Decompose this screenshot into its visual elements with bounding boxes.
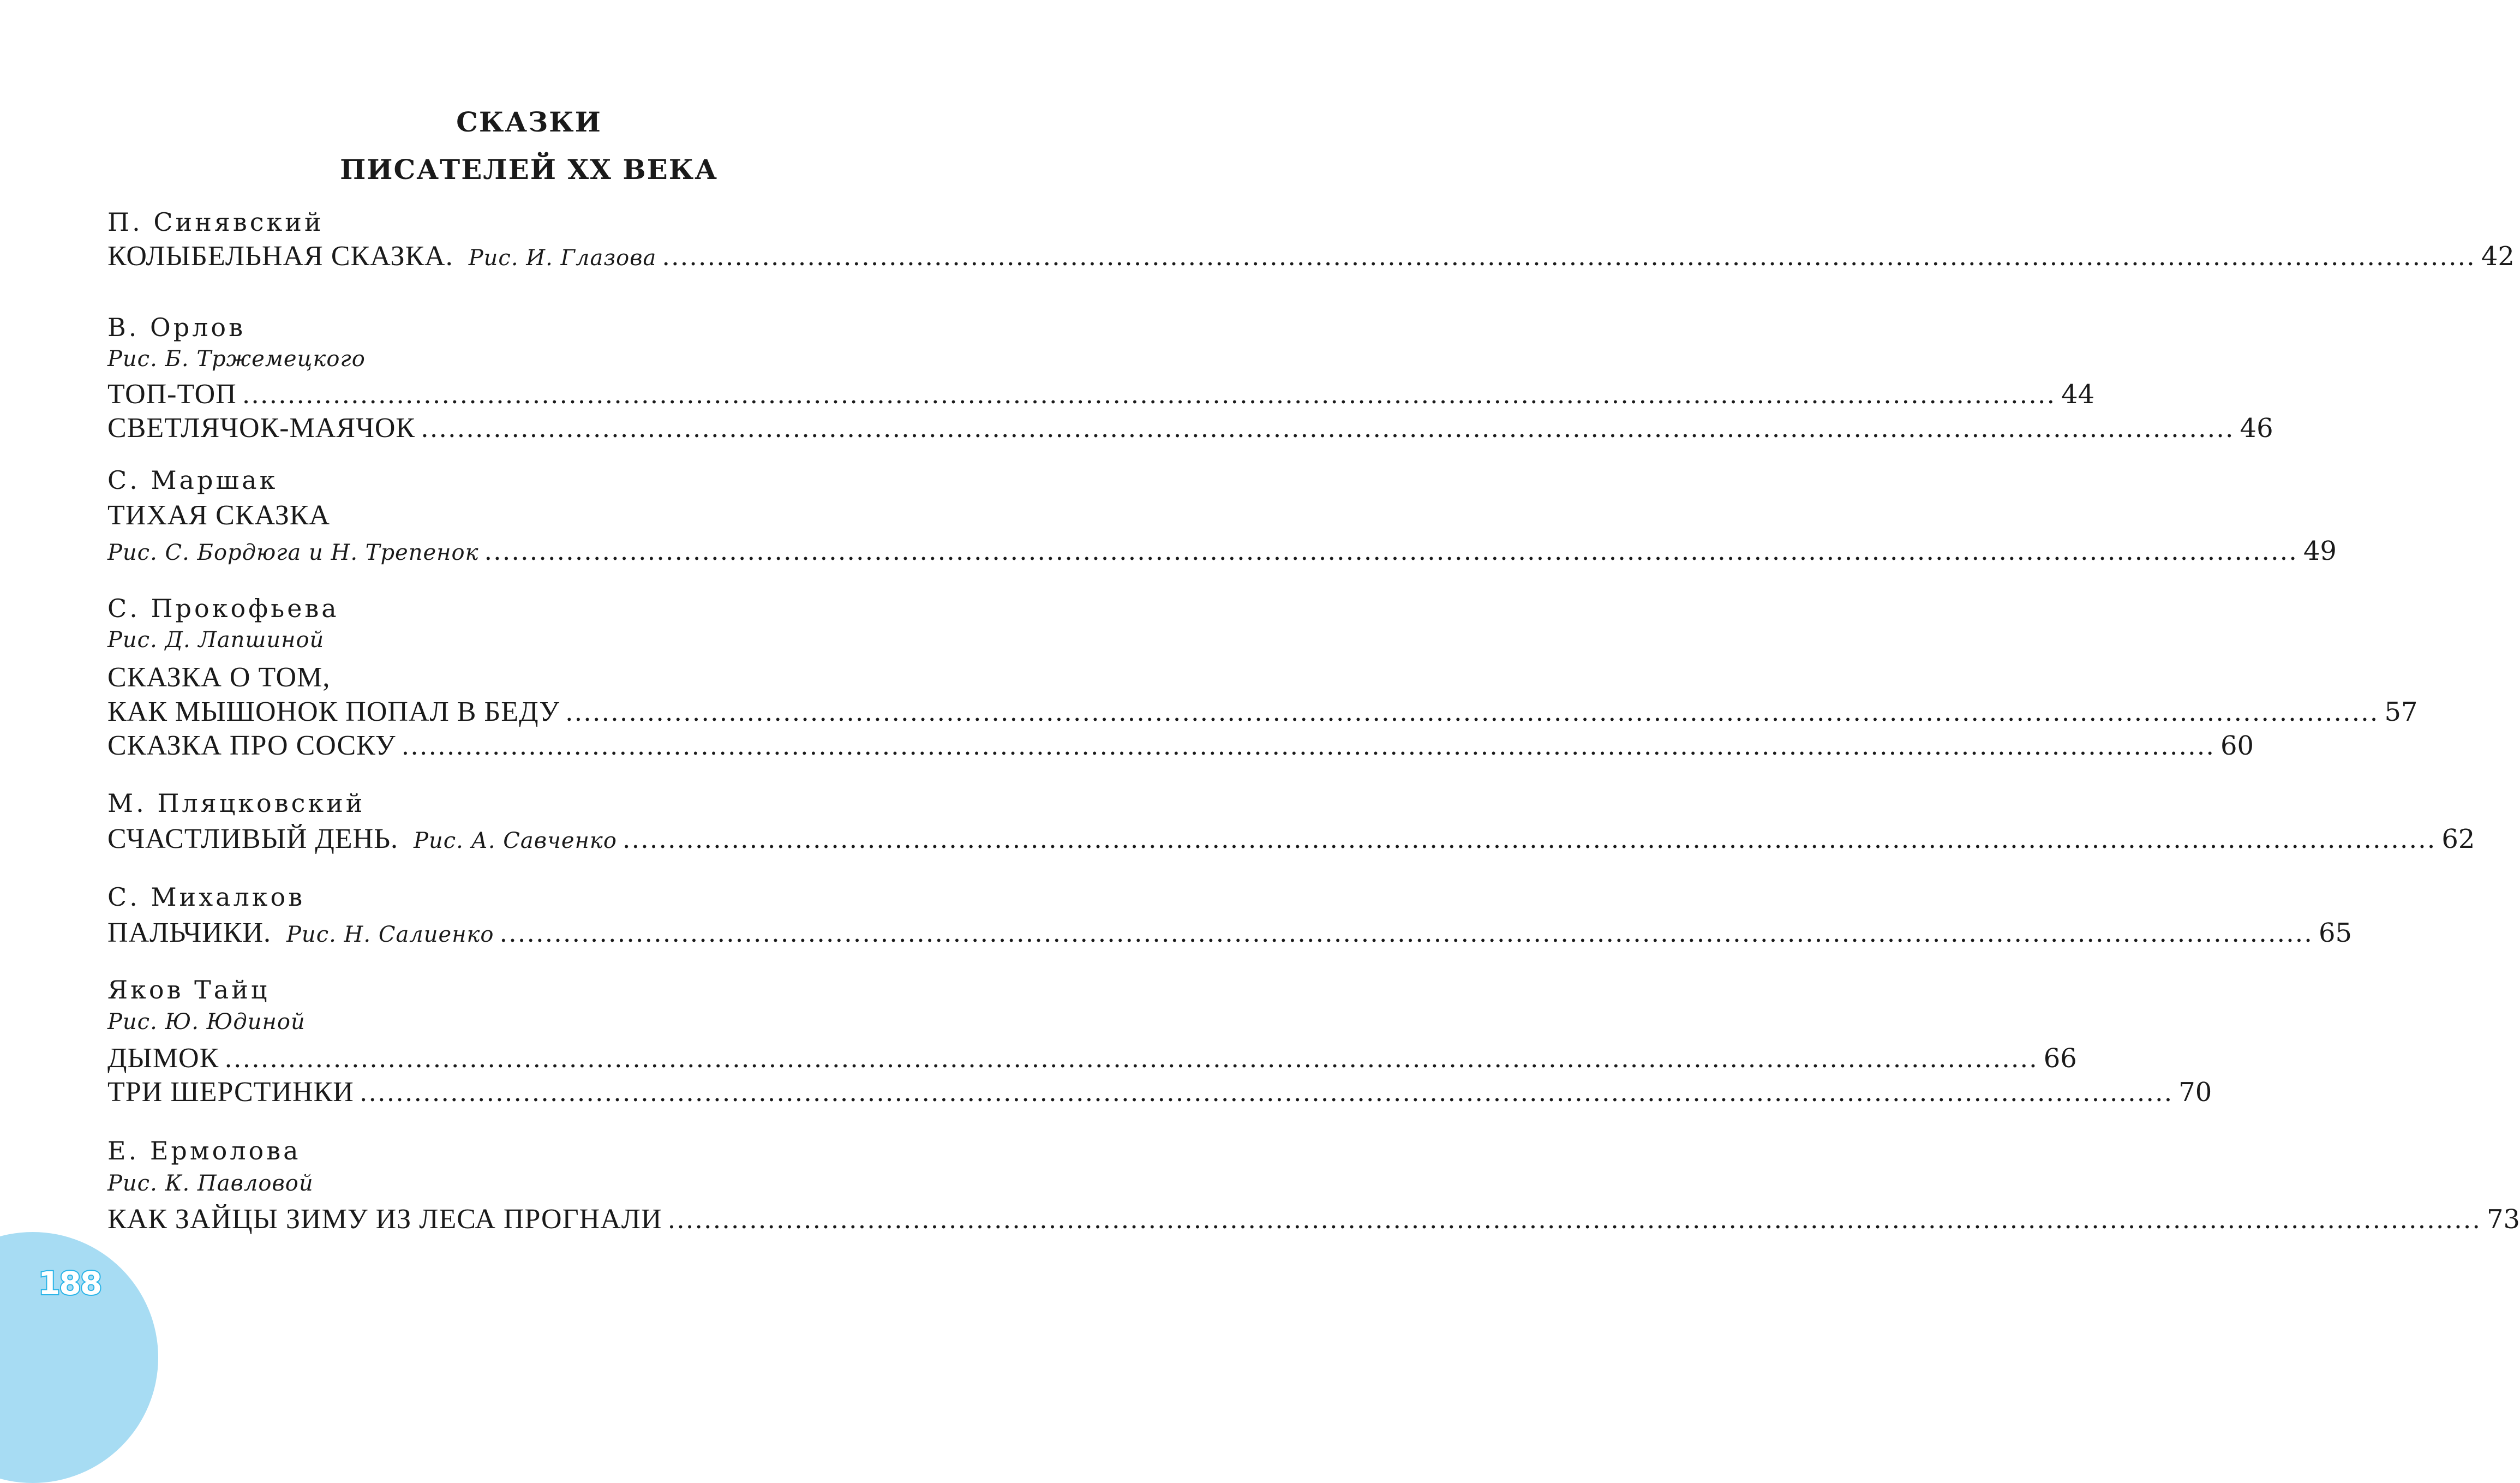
author-name: В. Орлов	[107, 313, 246, 342]
toc-entry	[107, 729, 2254, 763]
page-number: 188	[38, 1265, 101, 1302]
page-ref: 60	[2220, 731, 2254, 761]
toc-title-line	[107, 661, 957, 695]
toc-title-line	[107, 499, 957, 533]
dot-leader: ........................................................................................................................................................................................................	[242, 380, 2056, 409]
author-name: П. Синявский	[107, 207, 324, 237]
page-ref: 57	[2384, 697, 2418, 727]
illustrator-credit: Рис. Б. Тржемецкого	[107, 346, 366, 372]
dot-leader: ........................................................................................................................................................................................................	[662, 242, 2476, 271]
story-title: ТОП-ТОП	[107, 379, 237, 410]
dot-leader: ........................................................................................................................................................................................................	[401, 731, 2216, 761]
toc-entry	[107, 917, 2353, 950]
author-line	[107, 882, 957, 916]
toc-entry	[107, 378, 2095, 412]
author-line	[107, 1136, 957, 1170]
illustrator-credit: Рис. Д. Лапшиной	[107, 627, 325, 653]
story-title: СКАЗКА О ТОМ,	[107, 662, 331, 693]
toc-entry	[107, 696, 2418, 729]
section-title-line-2: ПИСАТЕЛЕЙ XX ВЕКА	[340, 153, 718, 186]
dot-leader: ........................................................................................................................................................................................................	[359, 1078, 2174, 1107]
dot-leader: ........................................................................................................................................................................................................	[622, 824, 2437, 854]
story-title: КОЛЫБЕЛЬНАЯ СКАЗКА.	[107, 241, 453, 272]
story-title: ДЫМОК	[107, 1043, 219, 1074]
section-title	[0, 98, 1058, 193]
author-name: С. Прокофьева	[107, 594, 339, 623]
dot-leader: ........................................................................................................................................................................................................	[484, 536, 2298, 566]
page-ref: 44	[2061, 379, 2095, 410]
illustrator-line	[107, 346, 957, 380]
illustrator-line	[107, 1171, 957, 1205]
page-ref: 70	[2178, 1077, 2212, 1108]
story-title: ТРИ ШЕРСТИНКИ	[107, 1077, 354, 1108]
story-title: ТИХАЯ СКАЗКА	[107, 500, 331, 531]
illustrator-credit: Рис. А. Савченко	[414, 828, 617, 853]
page-ref: 73	[2486, 1204, 2520, 1235]
toc-entry	[107, 240, 2515, 274]
toc-entry	[107, 412, 2273, 446]
toc-entry	[107, 1203, 2520, 1237]
page-ref: 62	[2441, 824, 2475, 854]
story-title: ПАЛЬЧИКИ.	[107, 917, 272, 948]
page-ref: 65	[2318, 918, 2353, 948]
author-line	[107, 788, 957, 822]
illustrator-line	[107, 627, 957, 661]
author-line	[107, 207, 957, 241]
dot-leader: ........................................................................................................................................................................................................	[667, 1205, 2481, 1234]
author-name: Е. Ермолова	[107, 1136, 301, 1165]
author-line	[107, 594, 957, 627]
story-title: СКАЗКА ПРО СОСКУ	[107, 730, 396, 761]
dot-leader: ........................................................................................................................................................................................................	[499, 918, 2313, 948]
author-name: С. Маршак	[107, 465, 278, 495]
illustrator-credit: Рис. Н. Салиенко	[286, 922, 494, 947]
illustrator-credit: Рис. К. Павловой	[107, 1171, 314, 1196]
story-title: СЧАСТЛИВЫЙ ДЕНЬ.	[107, 823, 399, 854]
toc-entry	[107, 1076, 2212, 1110]
dot-leader: ........................................................................................................................................................................................................	[565, 697, 2379, 727]
author-name: С. Михалков	[107, 882, 306, 912]
author-line	[107, 465, 957, 499]
author-name: Яков Тайц	[107, 975, 270, 1004]
author-name: М. Пляцковский	[107, 788, 366, 818]
story-title: КАК МЫШОНОК ПОПАЛ В БЕДУ	[107, 696, 560, 727]
illustrator-line	[107, 1009, 957, 1043]
author-line	[107, 313, 957, 346]
page-ref: 42	[2481, 241, 2515, 272]
toc-entry	[107, 823, 2475, 857]
page-ref: 49	[2303, 536, 2337, 566]
illustrator-credit: Рис. Ю. Юдиной	[107, 1009, 306, 1034]
author-line	[107, 975, 957, 1009]
dot-leader: ........................................................................................................................................................................................................	[421, 414, 2235, 443]
section-title-line-1: СКАЗКИ	[456, 106, 602, 138]
story-title: КАК ЗАЙЦЫ ЗИМУ ИЗ ЛЕСА ПРОГНАЛИ	[107, 1204, 662, 1235]
illustrator-credit: Рис. С. Бордюга и Н. Трепенок	[107, 540, 479, 565]
page-ref: 66	[2043, 1043, 2077, 1074]
illustrator-credit: Рис. И. Глазова	[468, 246, 657, 271]
story-title: СВЕТЛЯЧОК-МАЯЧОК	[107, 412, 416, 444]
page-ref: 46	[2240, 413, 2273, 444]
toc-entry	[107, 1042, 2077, 1076]
toc-entry	[107, 536, 2337, 570]
dot-leader: ........................................................................................................................................................................................................	[224, 1044, 2038, 1073]
